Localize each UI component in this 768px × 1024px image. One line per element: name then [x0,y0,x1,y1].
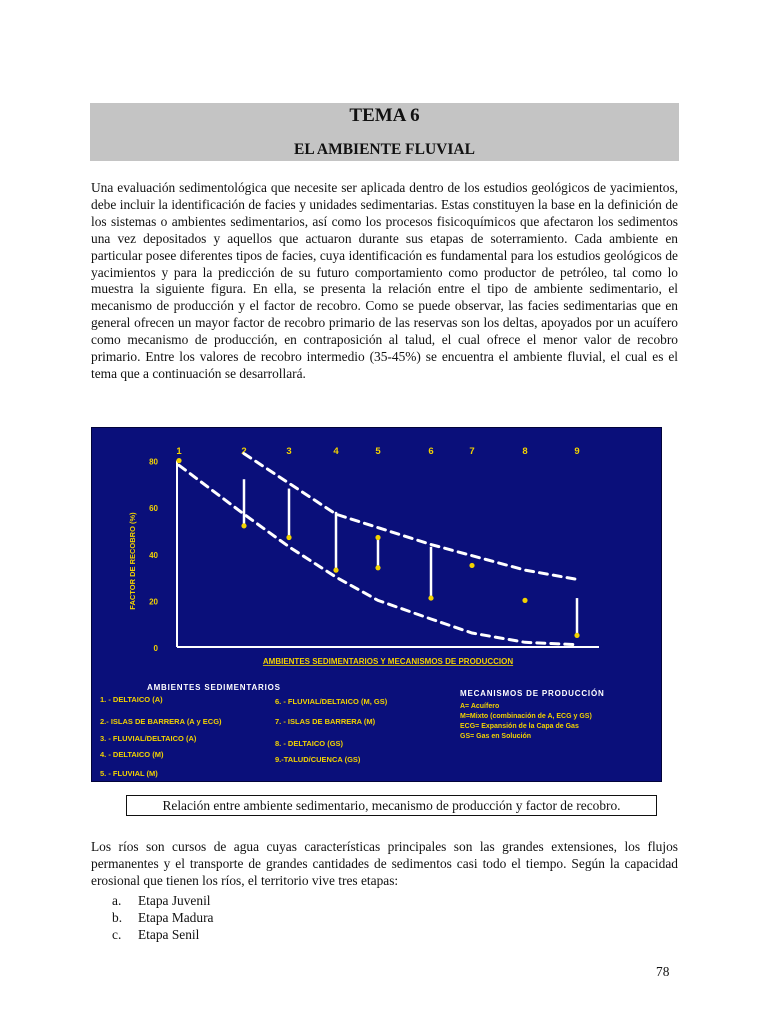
list-marker: b. [112,910,123,925]
x-tick-label: 4 [333,446,339,457]
figure-caption: Relación entre ambiente sedimentario, mecanismo de producción y factor de recobro. [126,795,657,816]
legend-env-title: AMBIENTES SEDIMENTARIOS [147,683,281,692]
legend-mech-item: A= Acuífero [460,703,500,710]
list-item [112,892,213,909]
y-tick-label: 60 [149,504,158,514]
legend-mech-item: M=Mixto (combinación de A, ECG y GS) [460,713,592,720]
y-axis-title: FACTOR DE RECOBRO (%) [128,512,137,610]
list-item-label: Etapa Madura [138,910,214,925]
legend-env-item: 3. - FLUVIAL/DELTAICO (A) [100,734,197,743]
y-tick-label: 80 [149,457,158,467]
list-item-label: Etapa Juvenil [138,893,211,908]
legend-mech-item: ECG= Expansión de la Capa de Gas [460,723,579,730]
y-tick-label: 40 [149,550,158,560]
x-tick-label: 1 [176,446,182,457]
rivers-paragraph: Los ríos son cursos de agua cuyas características principales son las grandes extensiones, los flujos permanentes y el transporte de grandes cantidades de sedimentos casi todo el tiempo. Según la capacidad erosional que tienen los ríos, el territorio vive tres etapas: [91,839,678,888]
data-point [176,458,181,463]
x-tick-label: 5 [375,446,381,457]
x-tick-label: 7 [469,446,475,457]
page-number: 78 [656,964,670,979]
x-tick-label: 9 [574,446,580,457]
legend-mech-title: MECANISMOS DE PRODUCCIÓN [460,689,605,698]
legend-env-item: 6. - FLUVIAL/DELTAICO (M, GS) [275,697,388,706]
y-tick-label: 0 [153,644,158,653]
data-point [286,535,291,540]
intro-paragraph: Una evaluación sedimentológica que necesite ser aplicada dentro de los estudios geológicos de yacimientos, debe incluir la identificación de facies y unidades sedimentarias. Estas constituyen la base en la definición de los sistemas o ambientes sedimentarios, así como los procesos fisicoquímicos que afectaron los sedimentos una vez depositados y aquellos que actuaron durante sus etapas de soterramiento. Cada ambiente en particular posee diferentes tipos de facies, cuya identificación es fundamental para los estudios geológicos de yacimientos y para la predicción de su futuro comportamiento como productor de petróleo, tal como lo muestra la siguiente figura. En ella, se presenta la relación entre el tipo de ambiente sedimentario, el mecanismo de producción y el factor de recobro. Como se puede observar, las facies sedimentarias que en general ofrecen un mayor factor de recobro primario de las reservas son los deltas, apoyados por un acuífero como mecanismo de producción, en contraposición al talud, el cual ofrece el menor valor de recobro primario. Entre los valores de recobro intermedio (35-45%) se encuentra el ambiente fluvial, el cual es el tema que a continuación se desarrollará. [91,180,678,381]
list-marker: a. [112,893,122,908]
stages-list [112,892,213,943]
list-item [112,909,213,926]
legend-env-item: 2.- ISLAS DE BARRERA (A y ECG) [100,717,222,726]
data-point [375,565,380,570]
x-tick-label: 6 [428,446,434,457]
upper-envelope-line [244,454,577,580]
x-tick-label: 2 [241,446,247,457]
data-point [333,568,338,573]
x-tick-label: 8 [522,446,528,457]
legend-env-item: 9.-TALUD/CUENCA (GS) [275,755,361,764]
data-point [574,633,579,638]
list-item-label: Etapa Senil [138,927,200,942]
data-point [428,595,433,600]
x-tick-label: 3 [286,446,292,457]
data-point [469,563,474,568]
legend-env-item: 7. - ISLAS DE BARRERA (M) [275,717,376,726]
list-item [112,926,213,943]
chapter-subtitle: EL AMBIENTE FLUVIAL [294,141,475,158]
legend-env-item: 1. - DELTAICO (A) [100,695,163,704]
legend-env-item: 4. - DELTAICO (M) [100,750,164,759]
chapter-header [90,103,679,161]
data-point [522,598,527,603]
data-point [241,523,246,528]
recovery-factor-figure [91,427,662,782]
y-tick-label: 20 [149,597,158,607]
legend-env-item: 5. - FLUVIAL (M) [100,769,158,778]
legend-env-item: 8. - DELTAICO (GS) [275,739,344,748]
legend-mech-item: GS= Gas en Solución [460,733,531,740]
x-axis-title: AMBIENTES SEDIMENTARIOS Y MECANISMOS DE PRODUCCION [262,657,514,666]
list-marker: c. [112,927,122,942]
recovery-factor-chart [92,428,663,783]
data-point [375,535,380,540]
chapter-title: TEMA 6 [349,105,420,126]
